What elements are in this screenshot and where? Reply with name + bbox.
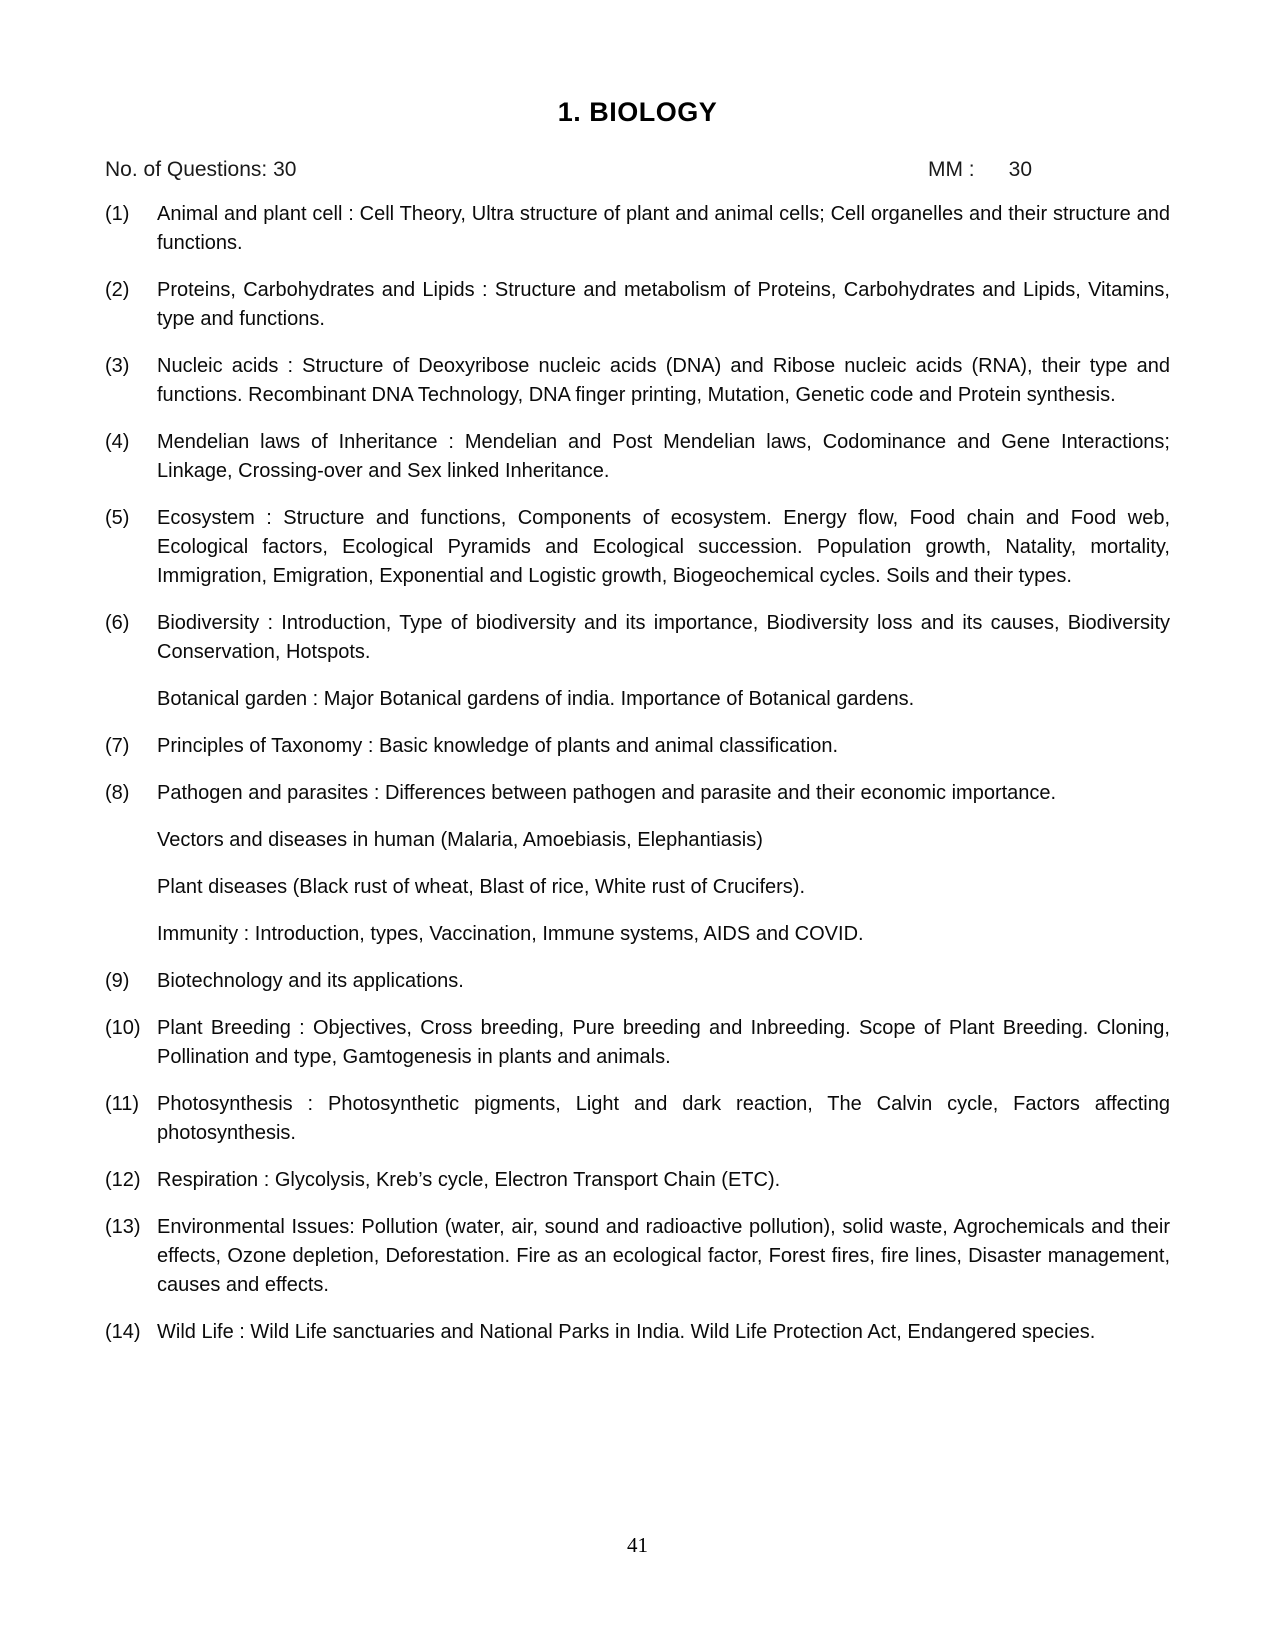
item-text: Plant Breeding : Objectives, Cross breeding, Pure breeding and Inbreeding. Scope of Plant Breeding. Cloning, Pollination and type, Gamtogenesis in plants and animals. <box>157 1017 1170 1068</box>
item-number: (1) <box>105 203 130 225</box>
item-number: (6) <box>105 612 130 634</box>
syllabus-item-2 <box>105 276 1170 334</box>
item-number: (7) <box>105 735 130 757</box>
page-title: 1. BIOLOGY <box>557 97 718 127</box>
item-number: (9) <box>105 970 130 992</box>
item-number: (12) <box>105 1169 141 1191</box>
syllabus-item-9 <box>105 967 1170 996</box>
item-number: (2) <box>105 279 130 301</box>
item-subtext: Immunity : Introduction, types, Vaccination, Immune systems, AIDS and COVID. <box>157 923 864 945</box>
max-marks-label: MM : <box>927 158 975 181</box>
syllabus-item-1 <box>105 200 1170 258</box>
syllabus-item-3 <box>105 352 1170 410</box>
item-number: (4) <box>105 431 130 453</box>
item-number: (10) <box>105 1017 141 1039</box>
header-row <box>105 158 1170 182</box>
item-subtext: Plant diseases (Black rust of wheat, Blast of rice, White rust of Crucifers). <box>157 876 806 898</box>
item-text: Photosynthesis : Photosynthetic pigments, Light and dark reaction, The Calvin cycle, Factors affecting photosynthesis. <box>157 1093 1170 1144</box>
item-text: Principles of Taxonomy : Basic knowledge of plants and animal classification. <box>157 735 839 757</box>
item-number: (3) <box>105 355 130 377</box>
item-number: (14) <box>105 1321 141 1343</box>
syllabus-item-6 <box>105 609 1170 714</box>
syllabus-item-5 <box>105 504 1170 591</box>
item-text: Wild Life : Wild Life sanctuaries and National Parks in India. Wild Life Protection Act, Endangered species. <box>157 1321 1096 1343</box>
syllabus-item-14 <box>105 1318 1170 1347</box>
item-text: Mendelian laws of Inheritance : Mendelian and Post Mendelian laws, Codominance and Gene Interactions; Linkage, Crossing-over and Sex linked Inheritance. <box>157 431 1170 482</box>
syllabus-item-8 <box>105 779 1170 949</box>
item-text: Pathogen and parasites : Differences between pathogen and parasite and their economic importance. <box>157 782 1057 804</box>
item-text: Biodiversity : Introduction, Type of biodiversity and its importance, Biodiversity loss and its causes, Biodiversity Conservation, Hotspots. <box>157 612 1170 663</box>
syllabus-item-13 <box>105 1213 1170 1300</box>
item-text: Nucleic acids : Structure of Deoxyribose nucleic acids (DNA) and Ribose nucleic acids (RNA), their type and functions. Recombinant DNA Technology, DNA finger printing, Mutation, Genetic code and Protein synthesis. <box>157 355 1170 406</box>
syllabus-item-10 <box>105 1014 1170 1072</box>
item-text: Environmental Issues: Pollution (water, air, sound and radioactive pollution), solid waste, Agrochemicals and their effects, Ozone depletion, Deforestation. Fire as an ecological factor, Forest fires, fire lines, Disaster management, causes and effects. <box>157 1216 1170 1296</box>
item-number: (8) <box>105 782 130 804</box>
item-text: Ecosystem : Structure and functions, Components of ecosystem. Energy flow, Food chain and Food web, Ecological factors, Ecological Pyramids and Ecological succession. Population growth, Natality, mortality, Immigration, Emigration, Exponential and Logistic growth, Biogeochemical cycles. Soils and their types. <box>157 507 1170 587</box>
syllabus-item-12 <box>105 1166 1170 1195</box>
item-text: Animal and plant cell : Cell Theory, Ultra structure of plant and animal cells; Cell organelles and their structure and functions. <box>157 203 1170 254</box>
syllabus-item-4 <box>105 428 1170 486</box>
max-marks-group <box>928 158 1170 182</box>
syllabus-item-7 <box>105 732 1170 761</box>
max-marks-value: 30 <box>1008 158 1032 181</box>
item-number: (11) <box>105 1093 140 1115</box>
item-number: (5) <box>105 507 130 529</box>
item-text: Biotechnology and its applications. <box>157 970 464 992</box>
item-text: Respiration : Glycolysis, Kreb’s cycle, Electron Transport Chain (ETC). <box>157 1169 781 1191</box>
syllabus-list <box>105 200 1170 1347</box>
page-number: 41 <box>627 1533 648 1557</box>
item-subtext: Vectors and diseases in human (Malaria, Amoebiasis, Elephantiasis) <box>157 829 763 851</box>
item-subtext: Botanical garden : Major Botanical gardens of india. Importance of Botanical gardens. <box>157 688 915 710</box>
questions-count-label: No. of Questions: 30 <box>105 158 297 181</box>
item-number: (13) <box>105 1216 141 1238</box>
syllabus-item-11 <box>105 1090 1170 1148</box>
item-text: Proteins, Carbohydrates and Lipids : Structure and metabolism of Proteins, Carbohydrates and Lipids, Vitamins, type and functions. <box>157 279 1170 330</box>
